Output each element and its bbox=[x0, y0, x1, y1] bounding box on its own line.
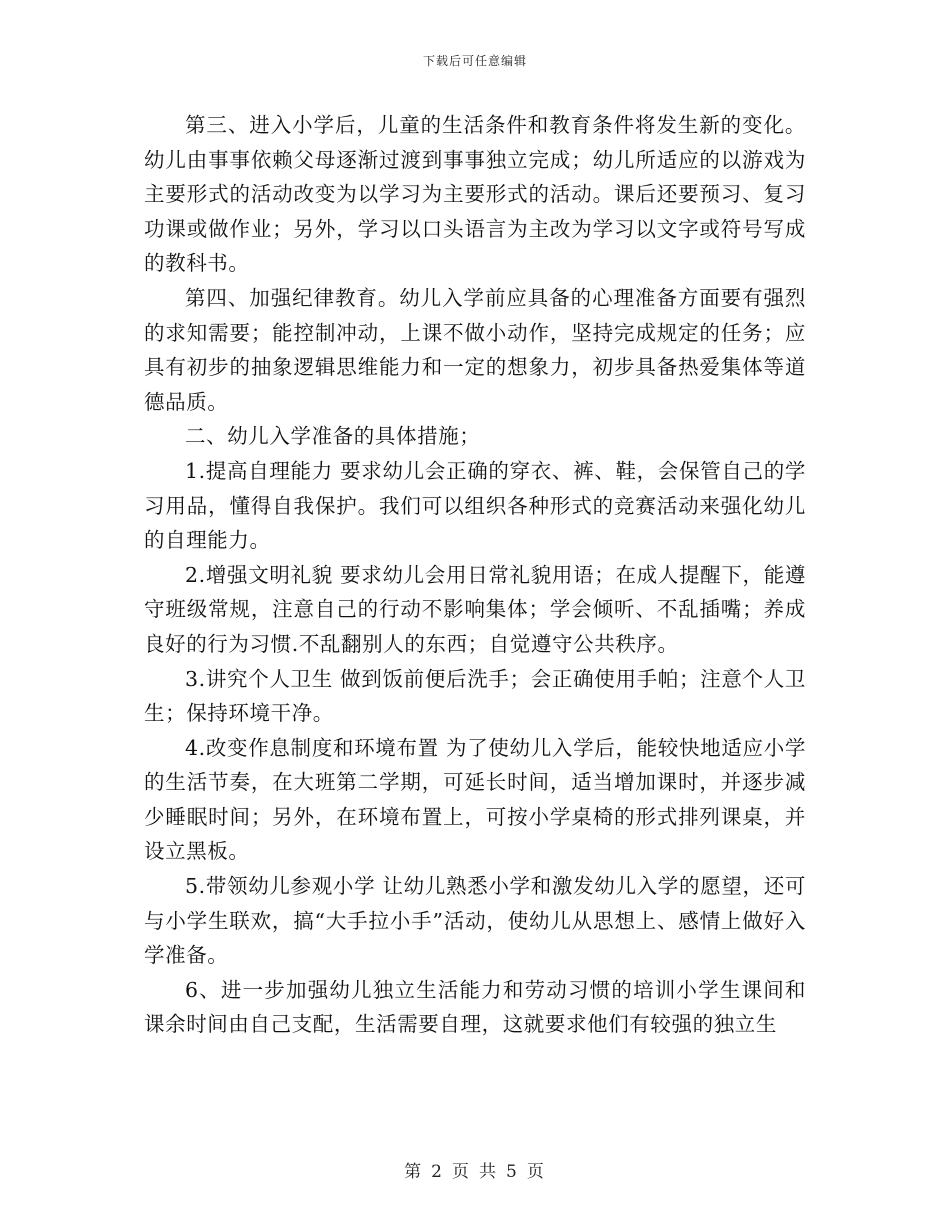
list-item-1: 1.提高自理能力 要求幼儿会正确的穿衣、裤、鞋，会保管自己的学习用品，懂得自我保护。我们可以组织各种形式的竞赛活动来强化幼儿的自理能力。 bbox=[144, 458, 806, 553]
page-header: 下载后可任意编辑 bbox=[422, 54, 527, 68]
footer-prefix: 第 bbox=[404, 1162, 424, 1182]
page-footer bbox=[0, 1157, 950, 1182]
footer-page-word: 页 bbox=[452, 1162, 471, 1182]
footer-suffix: 页 bbox=[526, 1162, 546, 1182]
list-item-4: 4.改变作息制度和环境布置 为了使幼儿入学后，能较快地适应小学的生活节奏，在大班第二学期，可延长时间，适当增加课时，并逐步减少睡眠时间；另外，在环境布置上，可按小学桌椅的形式排列课桌，并设立黑板。 bbox=[144, 735, 806, 864]
list-item-6: 6、进一步加强幼儿独立生活能力和劳动习惯的培训小学生课间和课余时间由自己支配，生活需要自理，这就要求他们有较强的独立生 bbox=[144, 977, 806, 1037]
current-page-number: 2 bbox=[431, 1162, 444, 1182]
paragraph-2: 第四、加强纪律教育。幼儿入学前应具备的心理准备方面要有强烈的求知需要；能控制冲动，上课不做小动作，坚持完成规定的任务；应具有初步的抽象逻辑思维能力和一定的想象力，初步具备热爱集体等道德品质。 bbox=[144, 285, 806, 414]
list-item-3: 3.讲究个人卫生 做到饭前便后洗手；会正确使用手帕；注意个人卫生；保持环境干净。 bbox=[144, 666, 806, 726]
total-page-number: 5 bbox=[506, 1162, 519, 1182]
section-heading: 二、幼儿入学准备的具体措施； bbox=[185, 424, 481, 449]
list-item-2: 2.增强文明礼貌 要求幼儿会用日常礼貌用语；在成人提醒下，能遵守班级常规，注意自己的行动不影响集体；学会倾听、不乱插嘴；养成良好的行为习惯.不乱翻别人的东西；自觉遵守公共秩序。 bbox=[144, 562, 806, 656]
list-item-5: 5.带领幼儿参观小学 让幼儿熟悉小学和激发幼儿入学的愿望，还可与小学生联欢，搞“大手拉小手”活动，使幼儿从思想上、感情上做好入学准备。 bbox=[144, 874, 806, 968]
footer-total-prefix: 共 bbox=[479, 1162, 498, 1182]
paragraph-1: 第三、进入小学后，儿童的生活条件和教育条件将发生新的变化。幼儿由事事依赖父母逐渐过渡到事事独立完成；幼儿所适应的以游戏为主要形式的活动改变为以学习为主要形式的活动。课后还要预习、复习功课或做作业；另外，学习以口头语言为主改为学习以文字或符号写成的教科书。 bbox=[144, 113, 806, 276]
document-body bbox=[144, 108, 806, 1042]
